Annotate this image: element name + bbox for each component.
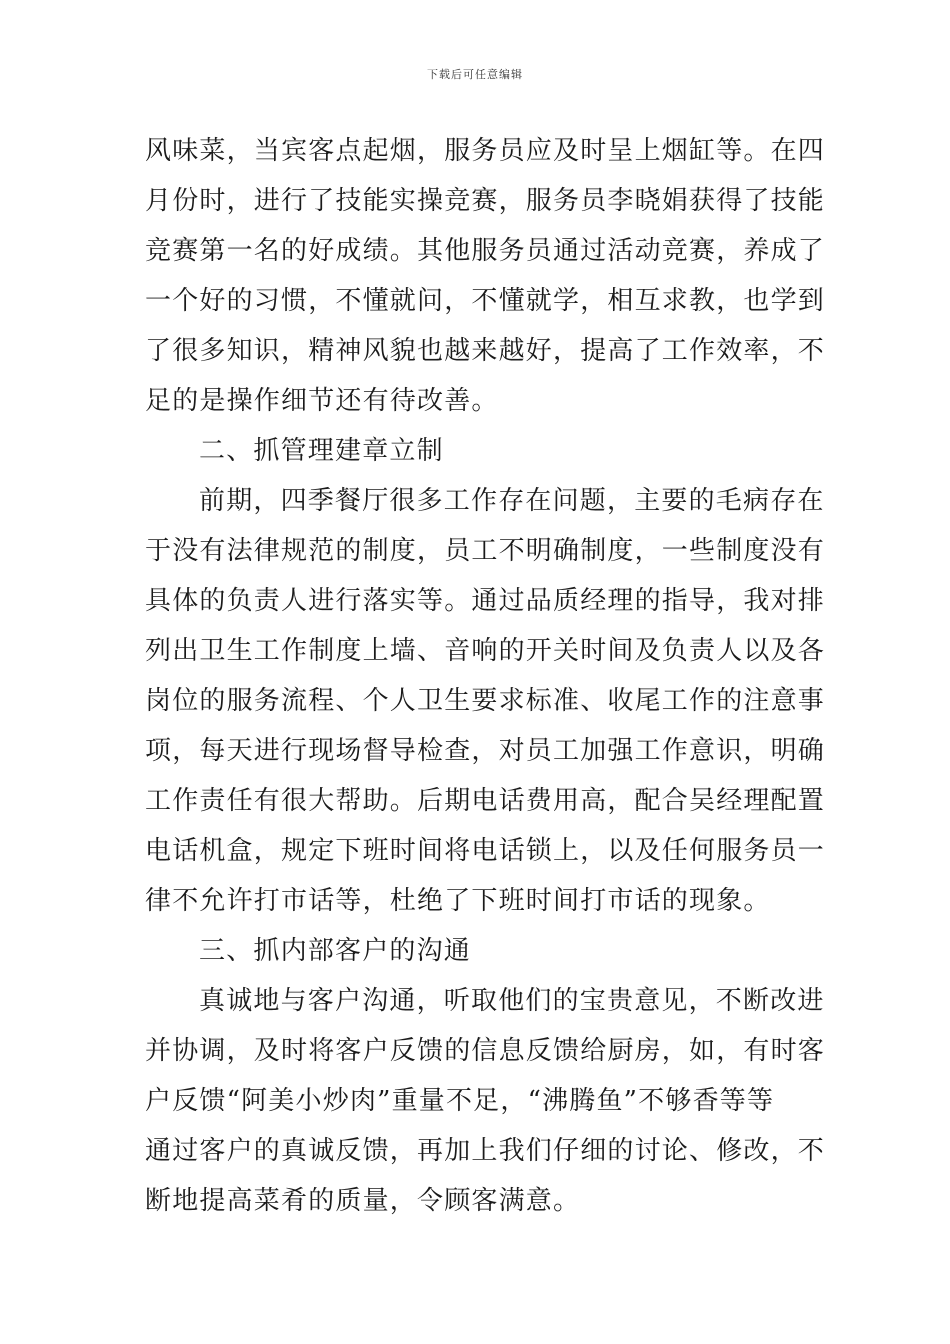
text-line: 岗位的服务流程、个人卫生要求标准、收尾工作的注意事 [145, 686, 826, 716]
text-line: 于没有法律规范的制度，员工不明确制度，一些制度没有 [145, 536, 826, 566]
page-header: 下载后可任意编辑 [427, 68, 523, 81]
text-line: 足的是操作细节还有待改善。 [145, 386, 499, 416]
text-line: 户反馈“阿美小炒肉”重量不足，“沸腾鱼”不够香等等 [145, 1086, 775, 1116]
text-line: 了很多知识，精神风貌也越来越好，提高了工作效率，不 [145, 336, 826, 366]
text-line: 断地提高菜肴的质量，令顾客满意。 [145, 1186, 581, 1216]
text-line: 竞赛第一名的好成绩。其他服务员通过活动竞赛，养成了 [145, 236, 826, 266]
text-line: 项，每天进行现场督导检查，对员工加强工作意识，明确 [145, 736, 826, 766]
text-line: 三、抓内部客户的沟通 [199, 936, 472, 966]
text-line: 真诚地与客户沟通，听取他们的宝贵意见，不断改进 [199, 986, 825, 1016]
text-line: 并协调，及时将客户反馈的信息反馈给厨房，如，有时客 [145, 1036, 826, 1066]
document-body [145, 126, 826, 1226]
text-line: 列出卫生工作制度上墙、音响的开关时间及负责人以及各 [145, 636, 826, 666]
text-line: 工作责任有很大帮助。后期电话费用高，配合吴经理配置 [145, 786, 826, 816]
text-line: 前期，四季餐厅很多工作存在问题，主要的毛病存在 [199, 486, 825, 516]
text-line: 一个好的习惯，不懂就问，不懂就学，相互求教，也学到 [145, 286, 826, 316]
text-line: 电话机盒，规定下班时间将电话锁上，以及任何服务员一 [145, 836, 826, 866]
text-line: 月份时，进行了技能实操竞赛，服务员李晓娟获得了技能 [145, 186, 826, 216]
text-line: 律不允许打市话等，杜绝了下班时间打市话的现象。 [145, 886, 771, 916]
text-line: 风味菜，当宾客点起烟，服务员应及时呈上烟缸等。在四 [145, 136, 826, 166]
text-line: 二、抓管理建章立制 [199, 436, 444, 466]
text-line: 通过客户的真诚反馈，再加上我们仔细的讨论、修改，不 [145, 1136, 826, 1166]
text-line: 具体的负责人进行落实等。通过品质经理的指导，我对排 [145, 586, 826, 616]
